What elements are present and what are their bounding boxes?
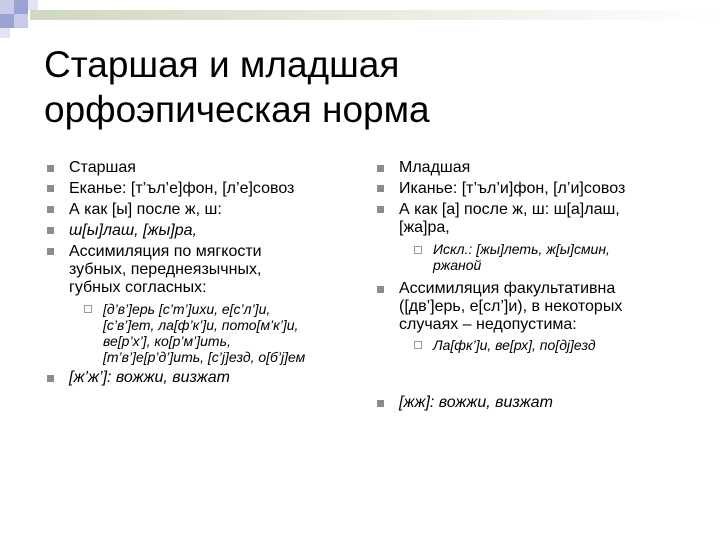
left-item-zhzh: [ж’ж’]: вожжи, визжат xyxy=(69,369,230,386)
right-item-assimilation-3: случаях – недопустима: xyxy=(399,316,577,333)
bullet-icon xyxy=(47,375,54,382)
sub-bullet-icon xyxy=(414,246,422,254)
sub-bullet-icon xyxy=(84,305,92,313)
title-line-1: Старшая и младшая xyxy=(44,44,400,85)
bullet-icon xyxy=(377,165,384,172)
right-sub-exception-1: Искл.: [жы]леть, ж[ы]смин, xyxy=(433,241,610,257)
bullet-icon xyxy=(47,248,54,255)
bullet-icon xyxy=(377,400,384,407)
left-item-assimilation-3: губных согласных: xyxy=(69,279,207,296)
bullet-icon xyxy=(47,227,54,234)
right-item-a-after-zh: А как [а] после ж, ш: ш[а]лаш, xyxy=(399,201,620,218)
title-line-2: орфоэпическая норма xyxy=(44,89,430,130)
left-item-assimilation-1: Ассимиляция по мягкости xyxy=(69,243,262,260)
left-sub-line-2: [с’в’]ет, ла[ф’к’]и, пото[м’к’]и, xyxy=(103,317,299,333)
left-sub-line-3: ве[р’х’], ко[р’м’]ить, xyxy=(103,333,231,349)
sub-bullet-icon xyxy=(414,341,422,349)
header-decoration xyxy=(0,0,720,40)
right-sub-examples: Ла[фк’]и, ве[рх], по[дj]езд xyxy=(433,337,596,353)
left-item-ekane: Еканье: [т’ъл’е]фон, [л’е]совоз xyxy=(69,180,295,197)
left-sub-line-4: [т’в’]е[р’д’]ить, [с’j]езд, о[б’j]ем xyxy=(103,349,306,365)
left-item-assimilation-2: зубных, переднеязычных, xyxy=(69,261,262,278)
right-item-a-after-zh-2: [жа]ра, xyxy=(399,219,450,236)
bullet-icon xyxy=(377,286,384,293)
bullet-icon xyxy=(47,206,54,213)
right-item-younger-norm: Младшая xyxy=(399,159,471,176)
left-item-y-after-zh: А как [ы] после ж, ш: xyxy=(69,201,222,218)
bullet-icon xyxy=(377,206,384,213)
bullet-icon xyxy=(47,165,54,172)
right-item-ikane: Иканье: [т’ъл’и]фон, [л’и]совоз xyxy=(399,180,626,197)
bullet-icon xyxy=(47,185,54,192)
right-item-zhzh: [жж]: вожжи, визжат xyxy=(399,394,553,411)
left-sub-line-1: [д’в’]ерь [с’т’]ихи, е[с’л’]и, xyxy=(103,301,271,317)
right-item-assimilation-1: Ассимиляция факультативна xyxy=(399,280,616,297)
right-item-assimilation-2: ([дв’]ерь, е[сл’]и), в некоторых xyxy=(399,298,623,315)
header-gradient-bar xyxy=(30,10,720,20)
page-title xyxy=(44,42,430,132)
left-item-examples: ш[ы]лаш, [жы]ра, xyxy=(69,222,197,239)
left-item-older-norm: Старшая xyxy=(69,159,136,176)
right-sub-exception-2: ржаной xyxy=(433,257,482,273)
bullet-icon xyxy=(377,185,384,192)
